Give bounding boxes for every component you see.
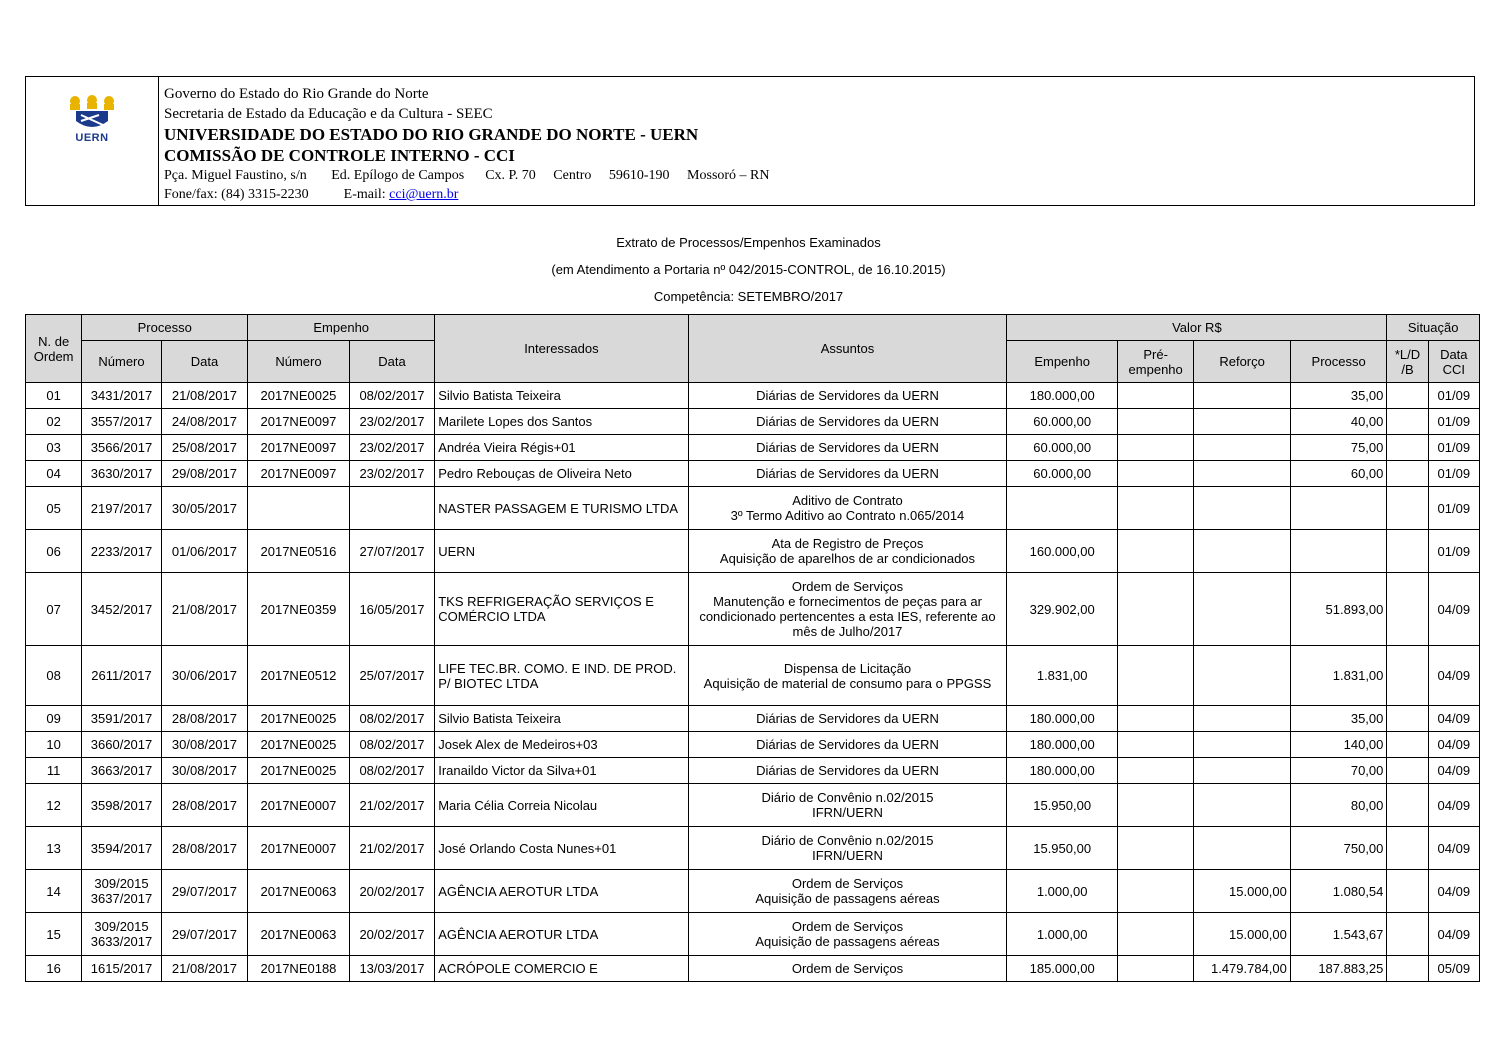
cell-v-reforco: 15.000,00 [1194,913,1291,956]
cell-assunto: Ordem de Serviços Manutenção e fornecimentos de peças para ar condicionado pertencentes a esta IES, referente ao mês de Julho/2017 [688,573,1007,646]
cell-proc-data: 29/07/2017 [161,913,247,956]
cell-data-cci: 04/09 [1428,827,1479,870]
cell-emp-data: 16/05/2017 [349,573,434,646]
cell-ldb [1387,461,1428,487]
cell-emp-data: 08/02/2017 [349,706,434,732]
col-v-reforco: Reforço [1194,341,1291,383]
cell-v-reforco [1194,461,1291,487]
cell-emp-num: 2017NE0097 [248,461,350,487]
col-proc-numero: Número [82,341,161,383]
cell-v-empenho: 160.000,00 [1007,530,1118,573]
cell-v-empenho: 60.000,00 [1007,461,1118,487]
cell-ordem: 04 [26,461,82,487]
cell-v-pre [1117,383,1193,409]
letterhead [25,76,1475,206]
cell-data-cci: 04/09 [1428,758,1479,784]
cell-proc-data: 30/06/2017 [161,646,247,706]
cell-proc-data: 01/06/2017 [161,530,247,573]
col-assuntos: Assuntos [688,315,1007,383]
cell-proc-num: 3663/2017 [82,758,161,784]
cell-v-processo: 40,00 [1290,409,1387,435]
cell-emp-num: 2017NE0025 [248,383,350,409]
cell-emp-data: 08/02/2017 [349,758,434,784]
cell-v-processo: 1.080,54 [1290,870,1387,913]
cell-proc-data: 28/08/2017 [161,784,247,827]
cell-emp-num: 2017NE0063 [248,870,350,913]
cell-data-cci: 05/09 [1428,956,1479,982]
cell-data-cci: 01/09 [1428,435,1479,461]
cell-emp-data: 20/02/2017 [349,913,434,956]
cell-v-empenho: 1.831,00 [1007,646,1118,706]
col-data-cci: Data CCI [1428,341,1479,383]
cell-v-empenho: 15.950,00 [1007,827,1118,870]
cell-v-reforco [1194,530,1291,573]
cell-emp-num: 2017NE0007 [248,784,350,827]
table-row [26,409,1480,435]
cell-v-reforco: 15.000,00 [1194,870,1291,913]
cell-emp-num: 2017NE0025 [248,706,350,732]
cell-proc-num: 2233/2017 [82,530,161,573]
process-table [25,314,1480,982]
cell-interessado: Josek Alex de Medeiros+03 [435,732,688,758]
cell-ordem: 03 [26,435,82,461]
cell-v-processo: 35,00 [1290,383,1387,409]
cell-v-reforco [1194,758,1291,784]
col-interessados: Interessados [435,315,688,383]
cell-assunto: Diárias de Servidores da UERN [688,758,1007,784]
cell-interessado: Silvio Batista Teixeira [435,383,688,409]
cell-assunto: Diárias de Servidores da UERN [688,435,1007,461]
cell-v-empenho [1007,487,1118,530]
cell-assunto: Diárias de Servidores da UERN [688,706,1007,732]
cell-v-pre [1117,573,1193,646]
cell-v-processo: 80,00 [1290,784,1387,827]
cell-v-pre [1117,706,1193,732]
col-v-empenho: Empenho [1007,341,1118,383]
cell-emp-num: 2017NE0097 [248,435,350,461]
cell-v-reforco [1194,784,1291,827]
cell-interessado: Pedro Rebouças de Oliveira Neto [435,461,688,487]
cell-proc-data: 28/08/2017 [161,706,247,732]
cell-emp-num: 2017NE0007 [248,827,350,870]
cell-v-pre [1117,461,1193,487]
cell-interessado: TKS REFRIGERAÇÃO SERVIÇOS E COMÉRCIO LTDA [435,573,688,646]
cell-v-pre [1117,913,1193,956]
cell-v-pre [1117,784,1193,827]
cell-v-empenho: 180.000,00 [1007,732,1118,758]
cell-assunto: Aditivo de Contrato 3º Termo Aditivo ao Contrato n.065/2014 [688,487,1007,530]
cell-interessado: Marilete Lopes dos Santos [435,409,688,435]
table-row [26,827,1480,870]
cell-proc-num: 2197/2017 [82,487,161,530]
cell-v-empenho: 180.000,00 [1007,383,1118,409]
cell-emp-data: 08/02/2017 [349,732,434,758]
cell-v-reforco [1194,383,1291,409]
col-empenho: Empenho [248,315,435,341]
cell-v-reforco [1194,732,1291,758]
cell-proc-num: 2611/2017 [82,646,161,706]
cell-v-processo: 140,00 [1290,732,1387,758]
cell-v-reforco [1194,646,1291,706]
cell-ordem: 05 [26,487,82,530]
cell-proc-num: 3452/2017 [82,573,161,646]
cell-ordem: 07 [26,573,82,646]
cell-v-reforco [1194,827,1291,870]
cell-ordem: 13 [26,827,82,870]
cell-proc-data: 29/07/2017 [161,870,247,913]
table-row [26,784,1480,827]
cell-ordem: 16 [26,956,82,982]
cell-v-processo: 51.893,00 [1290,573,1387,646]
col-valor: Valor R$ [1007,315,1387,341]
gov-line: Governo do Estado do Rio Grande do Norte [164,86,429,102]
table-row [26,870,1480,913]
cell-emp-data: 23/02/2017 [349,435,434,461]
cell-proc-num: 3566/2017 [82,435,161,461]
cell-v-empenho: 180.000,00 [1007,706,1118,732]
cell-emp-data: 23/02/2017 [349,461,434,487]
cell-data-cci: 01/09 [1428,461,1479,487]
phone-text: Fone/fax: (84) 3315-2230 E-mail: [164,187,390,202]
cell-ordem: 10 [26,732,82,758]
cell-proc-data: 24/08/2017 [161,409,247,435]
col-situacao: Situação [1387,315,1480,341]
cell-proc-data: 30/08/2017 [161,758,247,784]
cell-proc-data: 21/08/2017 [161,573,247,646]
cell-proc-data: 25/08/2017 [161,435,247,461]
cell-emp-num: 2017NE0516 [248,530,350,573]
cell-assunto: Ordem de Serviços Aquisição de passagens aéreas [688,913,1007,956]
cell-interessado: José Orlando Costa Nunes+01 [435,827,688,870]
cell-emp-data: 23/02/2017 [349,409,434,435]
cell-ldb [1387,784,1428,827]
cell-proc-num: 3431/2017 [82,383,161,409]
col-ordem: N. de Ordem [26,315,82,383]
cell-emp-data [349,487,434,530]
cell-v-pre [1117,870,1193,913]
cell-ldb [1387,758,1428,784]
cell-emp-num: 2017NE0512 [248,646,350,706]
cell-v-reforco [1194,409,1291,435]
cell-v-pre [1117,487,1193,530]
col-processo: Processo [82,315,248,341]
logo-text: UERN [75,132,109,144]
address-line: Pça. Miguel Faustino, s/n Ed. Epílogo de Campos Cx. P. 70 Centro 59610-190 Mossoró – RN [164,168,770,183]
cell-ordem: 11 [26,758,82,784]
cell-emp-num: 2017NE0097 [248,409,350,435]
col-ldb: *L/D /B [1387,341,1428,383]
cell-data-cci: 01/09 [1428,487,1479,530]
table-row [26,732,1480,758]
cell-interessado: AGÊNCIA AEROTUR LTDA [435,870,688,913]
cell-interessado: UERN [435,530,688,573]
cell-assunto: Diárias de Servidores da UERN [688,732,1007,758]
cell-proc-num: 309/2015 3637/2017 [82,870,161,913]
university-line: UNIVERSIDADE DO ESTADO DO RIO GRANDE DO NORTE - UERN [164,125,699,144]
cell-ordem: 06 [26,530,82,573]
cell-proc-data: 21/08/2017 [161,956,247,982]
cell-v-reforco [1194,435,1291,461]
cell-ldb [1387,646,1428,706]
cell-v-reforco: 1.479.784,00 [1194,956,1291,982]
cell-assunto: Ordem de Serviços Aquisição de passagens aéreas [688,870,1007,913]
cell-v-empenho: 180.000,00 [1007,758,1118,784]
table-row [26,956,1480,982]
cell-emp-data: 13/03/2017 [349,956,434,982]
table-row [26,383,1480,409]
cell-v-processo: 750,00 [1290,827,1387,870]
cell-ordem: 01 [26,383,82,409]
cell-v-empenho: 1.000,00 [1007,913,1118,956]
cell-data-cci: 04/09 [1428,706,1479,732]
cell-v-reforco [1194,487,1291,530]
cell-interessado: LIFE TEC.BR. COMO. E IND. DE PROD. P/ BIOTEC LTDA [435,646,688,706]
cell-data-cci: 04/09 [1428,784,1479,827]
cell-ordem: 09 [26,706,82,732]
table-row [26,487,1480,530]
cell-v-empenho: 1.000,00 [1007,870,1118,913]
commission-line: COMISSÃO DE CONTROLE INTERNO - CCI [164,146,515,165]
table-row [26,530,1480,573]
table-row [26,706,1480,732]
cell-interessado: Silvio Batista Teixeira [435,706,688,732]
col-v-processo: Processo [1290,341,1387,383]
cell-v-reforco [1194,573,1291,646]
cell-ldb [1387,956,1428,982]
cell-emp-data: 20/02/2017 [349,870,434,913]
cell-proc-num: 3594/2017 [82,827,161,870]
cell-ordem: 15 [26,913,82,956]
table-row [26,913,1480,956]
cell-ordem: 02 [26,409,82,435]
letterhead-text [159,77,770,205]
cell-proc-data: 28/08/2017 [161,827,247,870]
cell-v-empenho: 15.950,00 [1007,784,1118,827]
cell-ldb [1387,487,1428,530]
cell-ldb [1387,706,1428,732]
cell-data-cci: 04/09 [1428,870,1479,913]
cell-emp-num: 2017NE0063 [248,913,350,956]
cell-ldb [1387,435,1428,461]
cell-v-processo: 60,00 [1290,461,1387,487]
report-title: Extrato de Processos/Empenhos Examinados [616,235,881,250]
col-v-pre: Pré-empenho [1117,341,1193,383]
cell-data-cci: 04/09 [1428,732,1479,758]
cell-data-cci: 04/09 [1428,913,1479,956]
table-row [26,758,1480,784]
cell-v-empenho: 185.000,00 [1007,956,1118,982]
cell-ldb [1387,870,1428,913]
cell-proc-num: 1615/2017 [82,956,161,982]
cell-assunto: Diário de Convênio n.02/2015 IFRN/UERN [688,827,1007,870]
logo-cell [26,77,159,205]
cell-ordem: 08 [26,646,82,706]
table-body [26,383,1480,982]
col-emp-data: Data [349,341,434,383]
cell-ldb [1387,409,1428,435]
cell-proc-num: 3591/2017 [82,706,161,732]
cell-assunto: Diárias de Servidores da UERN [688,383,1007,409]
cell-emp-data: 21/02/2017 [349,784,434,827]
cell-assunto: Diárias de Servidores da UERN [688,461,1007,487]
cell-v-pre [1117,435,1193,461]
cell-v-processo: 187.883,25 [1290,956,1387,982]
table-row [26,461,1480,487]
cell-v-pre [1117,956,1193,982]
report-competence: Competência: SETEMBRO/2017 [653,289,844,304]
cell-emp-num: 2017NE0025 [248,758,350,784]
cell-interessado: NASTER PASSAGEM E TURISMO LTDA [435,487,688,530]
email-link[interactable]: cci@uern.br [389,187,459,202]
cell-proc-num: 309/2015 3633/2017 [82,913,161,956]
cell-assunto: Diário de Convênio n.02/2015 IFRN/UERN [688,784,1007,827]
cell-data-cci: 01/09 [1428,383,1479,409]
cell-v-pre [1117,409,1193,435]
cell-proc-num: 3598/2017 [82,784,161,827]
cell-proc-data: 29/08/2017 [161,461,247,487]
cell-assunto: Ordem de Serviços [688,956,1007,982]
cell-ldb [1387,827,1428,870]
secretaria-line: Secretaria de Estado da Educação e da Cultura - SEEC [164,106,493,122]
col-proc-data: Data [161,341,247,383]
cell-v-processo: 1.543,67 [1290,913,1387,956]
cell-v-reforco [1194,706,1291,732]
cell-assunto: Dispensa de Licitação Aquisição de material de consumo para o PPGSS [688,646,1007,706]
table-row [26,646,1480,706]
cell-v-processo: 35,00 [1290,706,1387,732]
cell-interessado: Maria Célia Correia Nicolau [435,784,688,827]
cell-ldb [1387,913,1428,956]
cell-data-cci: 01/09 [1428,409,1479,435]
cell-ldb [1387,383,1428,409]
cell-v-pre [1117,758,1193,784]
cell-v-processo [1290,487,1387,530]
cell-proc-data: 30/08/2017 [161,732,247,758]
cell-v-empenho: 329.902,00 [1007,573,1118,646]
col-emp-numero: Número [248,341,350,383]
cell-assunto: Diárias de Servidores da UERN [688,409,1007,435]
cell-v-pre [1117,827,1193,870]
cell-interessado: AGÊNCIA AEROTUR LTDA [435,913,688,956]
cell-emp-num: 2017NE0188 [248,956,350,982]
cell-proc-num: 3557/2017 [82,409,161,435]
cell-ldb [1387,530,1428,573]
cell-interessado: Andréa Vieira Régis+01 [435,435,688,461]
cell-v-empenho: 60.000,00 [1007,409,1118,435]
cell-v-processo: 1.831,00 [1290,646,1387,706]
cell-v-empenho: 60.000,00 [1007,435,1118,461]
table-row [26,435,1480,461]
cell-v-processo: 70,00 [1290,758,1387,784]
cell-ordem: 12 [26,784,82,827]
cell-v-processo: 75,00 [1290,435,1387,461]
cell-emp-num: 2017NE0025 [248,732,350,758]
cell-interessado: Iranaildo Victor da Silva+01 [435,758,688,784]
cell-proc-data: 30/05/2017 [161,487,247,530]
cell-ordem: 14 [26,870,82,913]
cell-data-cci: 04/09 [1428,573,1479,646]
cell-assunto: Ata de Registro de Preços Aquisição de aparelhos de ar condicionados [688,530,1007,573]
cell-v-pre [1117,732,1193,758]
cell-emp-num: 2017NE0359 [248,573,350,646]
table-row [26,573,1480,646]
cell-v-pre [1117,646,1193,706]
report-subtitle: (em Atendimento a Portaria nº 042/2015-CONTROL, de 16.10.2015) [551,262,946,277]
cell-emp-data: 08/02/2017 [349,383,434,409]
cell-emp-num [248,487,350,530]
cell-interessado: ACRÓPOLE COMERCIO E [435,956,688,982]
cell-v-pre [1117,530,1193,573]
contact-line [164,185,770,204]
cell-emp-data: 25/07/2017 [349,646,434,706]
cell-v-processo [1290,530,1387,573]
cell-proc-data: 21/08/2017 [161,383,247,409]
cell-proc-num: 3630/2017 [82,461,161,487]
cell-data-cci: 04/09 [1428,646,1479,706]
cell-data-cci: 01/09 [1428,530,1479,573]
cell-ldb [1387,732,1428,758]
cell-emp-data: 21/02/2017 [349,827,434,870]
cell-ldb [1387,573,1428,646]
uern-logo-icon [64,91,120,131]
cell-emp-data: 27/07/2017 [349,530,434,573]
cell-proc-num: 3660/2017 [82,732,161,758]
